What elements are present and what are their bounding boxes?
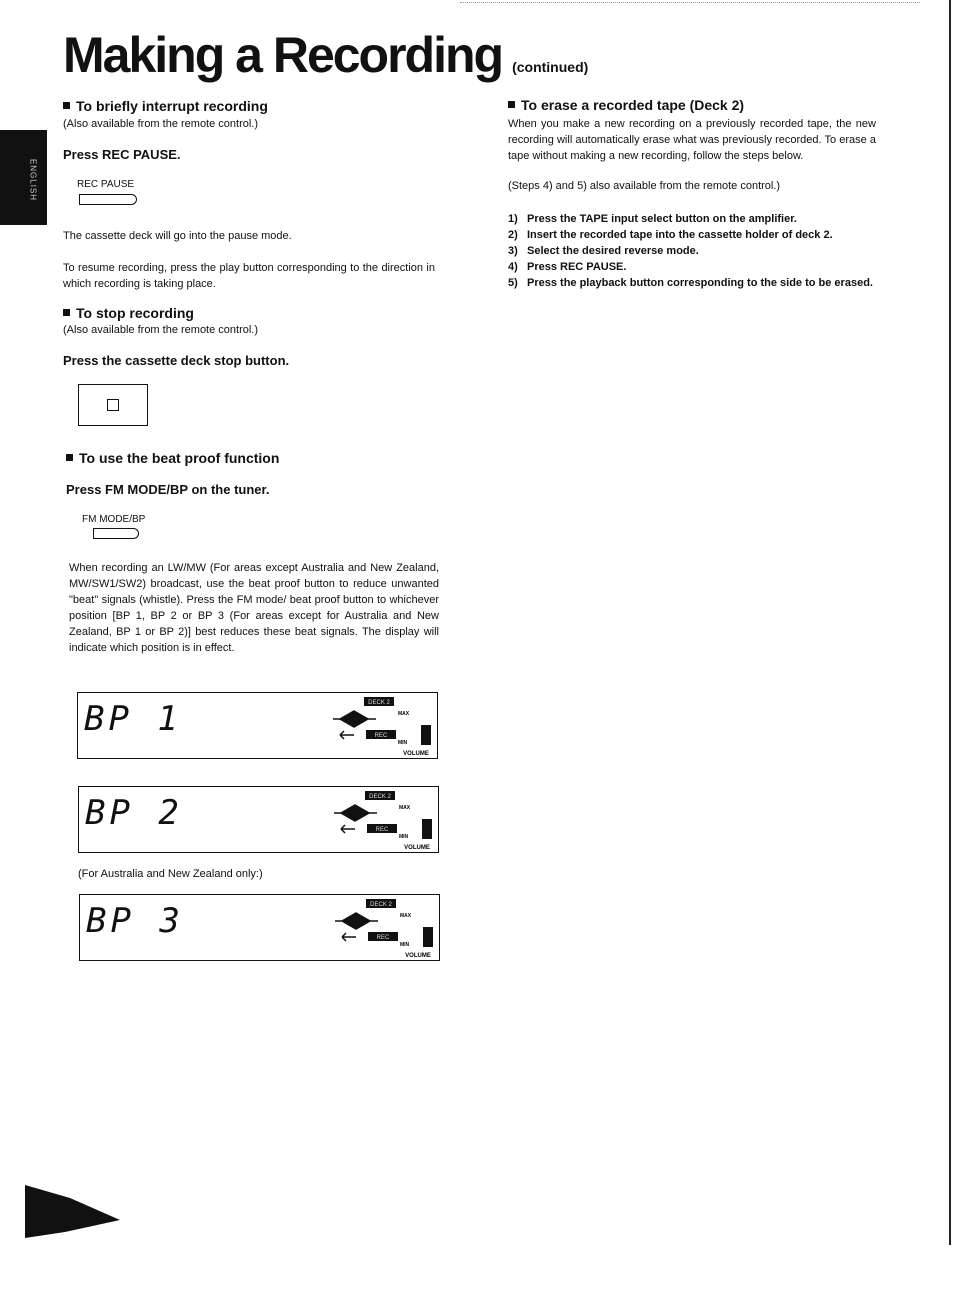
lcd-bp-text: BP 3	[86, 901, 184, 941]
svg-text:REC: REC	[376, 935, 390, 941]
interrupt-heading: To briefly interrupt recording	[63, 98, 268, 114]
svg-text:DECK 2: DECK 2	[370, 902, 392, 908]
interrupt-text-1: The cassette deck will go into the pause mode.	[63, 230, 292, 242]
step-item: 4) Press REC PAUSE.	[508, 261, 627, 273]
language-tab-label: ENGLISH	[28, 158, 38, 202]
svg-text:MIN: MIN	[400, 942, 410, 948]
svg-text:REC: REC	[375, 827, 389, 833]
step-item: 5) Press the playback button corresponding to the side to be erased.	[508, 277, 873, 289]
stop-button-icon	[78, 384, 148, 426]
stop-heading: To stop recording	[63, 305, 194, 321]
bullet-square-icon	[508, 101, 515, 108]
beat-proof-instruction: Press FM MODE/BP on the tuner.	[66, 482, 270, 497]
svg-text:MIN: MIN	[398, 740, 408, 746]
svg-text:VOLUME: VOLUME	[403, 751, 429, 757]
stop-note: (Also available from the remote control.)	[63, 324, 259, 336]
stop-square-icon	[107, 399, 119, 411]
stop-instruction: Press the cassette deck stop button.	[63, 353, 290, 368]
fm-mode-bp-label: FM MODE/BP	[82, 514, 146, 525]
interrupt-instruction: Press REC PAUSE.	[63, 147, 181, 162]
language-tab	[0, 130, 47, 225]
lcd-display-bp1	[77, 692, 438, 759]
lcd-indicators	[78, 693, 437, 758]
beat-proof-heading: To use the beat proof function	[66, 450, 279, 466]
step-item: 1) Press the TAPE input select button on the amplifier.	[508, 213, 797, 225]
lcd-display-bp3	[79, 894, 440, 961]
svg-text:DECK 2: DECK 2	[368, 700, 390, 706]
svg-text:REC: REC	[374, 733, 388, 739]
interrupt-text-2: To resume recording, press the play button corresponding to the direction in which recording is taking place.	[63, 262, 435, 290]
svg-text:MAX: MAX	[399, 805, 411, 811]
svg-text:DECK 2: DECK 2	[369, 794, 391, 800]
page-corner-arrow-icon	[25, 1180, 125, 1240]
svg-text:VOLUME: VOLUME	[405, 953, 431, 959]
beat-proof-text: When recording an LW/MW (For areas except Australia and New Zealand, MW/SW1/SW2) broadcast, use the beat proof button to reduce unwanted "beat" signals (whistle). Press the FM mode/ beat proof button to whichever position [BP 1, BP 2 or BP 3 (For areas except for Australia and New Zealand, BP 1 or BP 2)] best reduces these beat signals. The display will indicate which position is in effect.	[69, 562, 439, 654]
svg-text:MIN: MIN	[399, 834, 409, 840]
step-item: 2) Insert the recorded tape into the cassette holder of deck 2.	[508, 229, 833, 241]
erase-note: (Steps 4) and 5) also available from the remote control.)	[508, 180, 781, 192]
top-dotted-rule	[460, 2, 920, 3]
lcd-bp-text: BP 2	[85, 793, 183, 833]
fm-mode-bp-button-icon	[93, 528, 139, 539]
australia-note: (For Australia and New Zealand only:)	[78, 868, 263, 880]
bullet-square-icon	[63, 102, 70, 109]
erase-steps	[508, 211, 878, 291]
rec-pause-label: REC PAUSE	[77, 179, 135, 190]
svg-text:MAX: MAX	[400, 913, 412, 919]
erase-heading: To erase a recorded tape (Deck 2)	[508, 97, 744, 113]
lcd-display-bp2	[78, 786, 439, 853]
page-title-text: Making a Recording	[63, 27, 503, 83]
volume-bar-icon	[421, 725, 431, 745]
lcd-indicators	[79, 787, 438, 852]
bullet-square-icon	[63, 309, 70, 316]
step-item: 3) Select the desired reverse mode.	[508, 245, 699, 257]
page-edge-rule	[949, 0, 951, 1245]
svg-text:MAX: MAX	[398, 711, 410, 717]
erase-text: When you make a new recording on a previously recorded tape, the new recording will automatically erase what was previously recorded. To erase a tape without making a new recording, follow the steps below.	[508, 118, 876, 162]
lcd-bp-text: BP 1	[84, 699, 182, 739]
page-title	[63, 27, 589, 83]
bullet-square-icon	[66, 454, 73, 461]
rec-pause-button-icon	[79, 194, 137, 205]
page-title-suffix: (continued)	[512, 59, 589, 75]
interrupt-note: (Also available from the remote control.)	[63, 118, 259, 130]
svg-text:VOLUME: VOLUME	[404, 845, 430, 851]
